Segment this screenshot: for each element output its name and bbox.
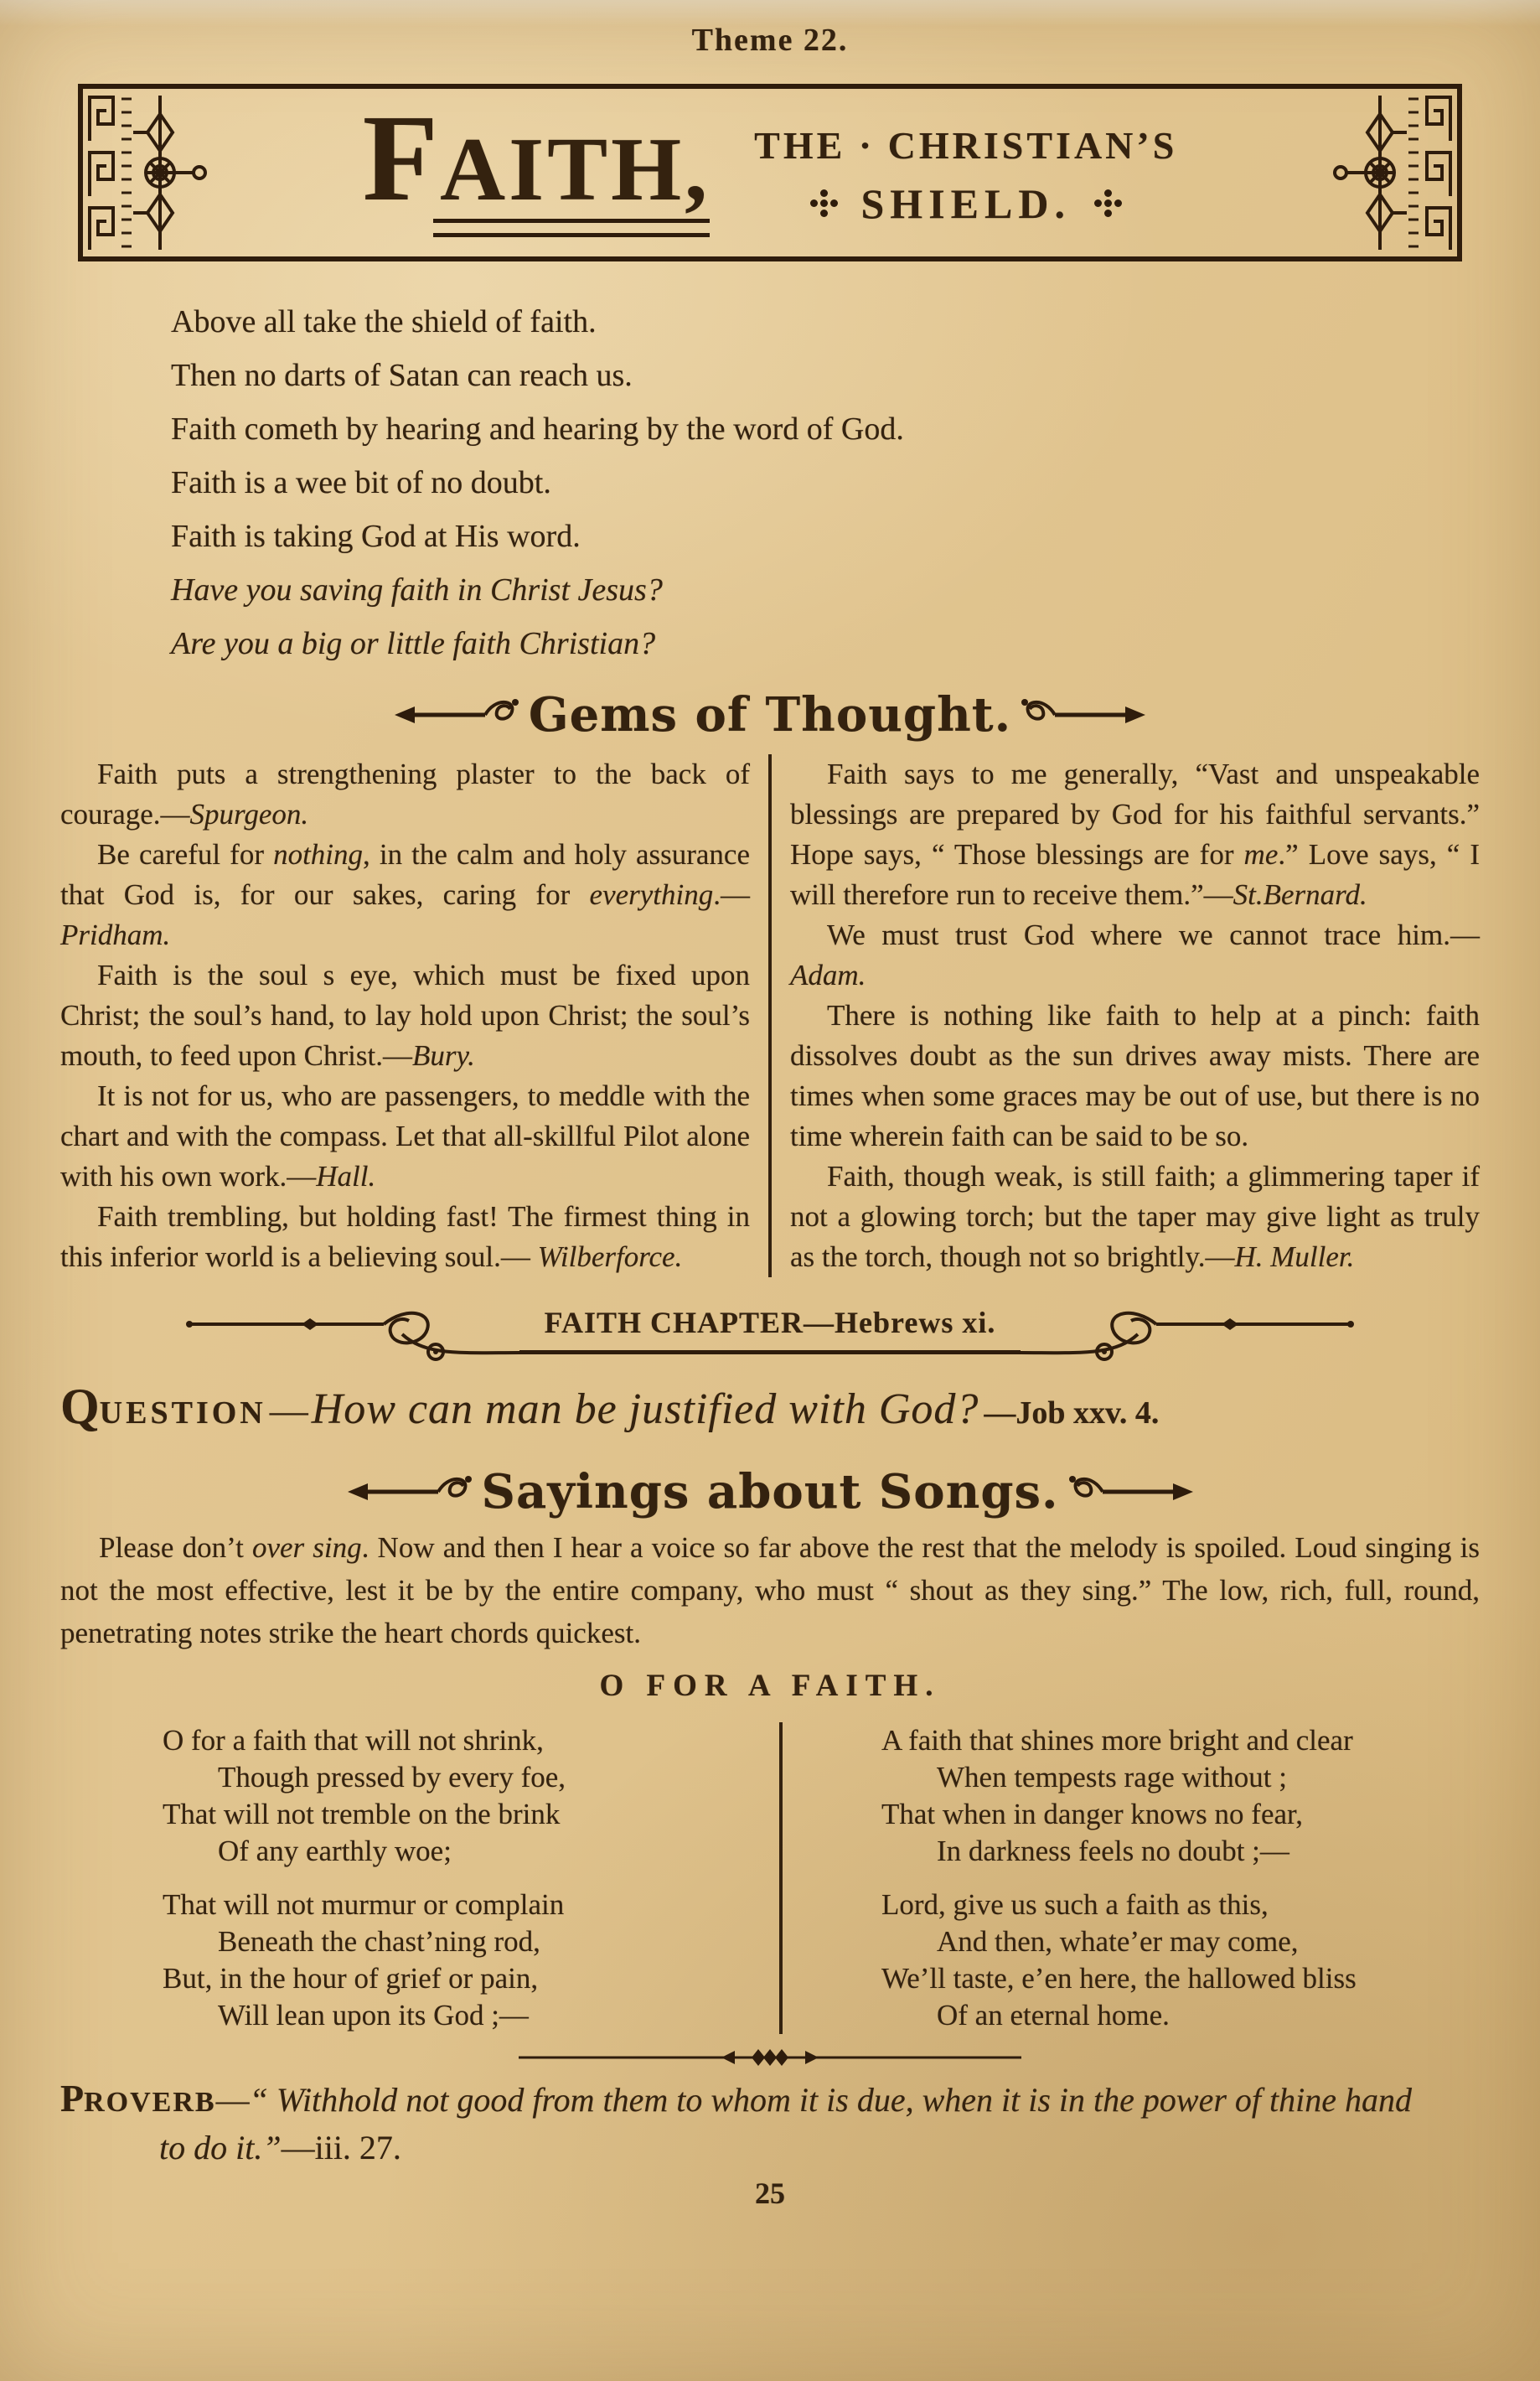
banner-subtitle: [754, 118, 1177, 228]
text-run: —iii. 27.: [281, 2129, 401, 2166]
column-rule: [779, 1722, 783, 2034]
chapter-divider-text: FAITH CHAPTER—Hebrews xi.: [519, 1305, 1021, 1354]
greek-key-ornament-icon: [1331, 91, 1457, 255]
text-line: Though pressed by every foe,: [218, 1761, 566, 1794]
text-run: Wilberforce.: [537, 1240, 683, 1273]
bottom-divider: [60, 2046, 1480, 2069]
double-rule: [433, 219, 710, 237]
proverb: [60, 2076, 1418, 2171]
text-run: Faith puts a strengthening plaster to the back of courage.—: [60, 758, 750, 831]
proverb-label: ROVERB: [84, 2087, 216, 2118]
text-run: everything: [589, 878, 714, 911]
dot-cross-icon: [1104, 199, 1112, 207]
text-run: Faith, though weak, is still faith; a glimmering taper if not a glowing torch; but the taper may give light as truly as the torch, though not so brightly.—: [790, 1160, 1480, 1273]
question-dash: —: [269, 1389, 308, 1431]
text-run: Hall.: [316, 1160, 376, 1193]
text-run: Be careful for: [97, 838, 274, 871]
text-line: That will not murmur or complain: [163, 1888, 565, 1921]
proverb-label-initial: P: [60, 2077, 85, 2120]
text-run: , in the calm and holy assurance that God is, for our sakes, caring for: [60, 838, 750, 911]
text-run: H. Muller.: [1234, 1240, 1355, 1273]
text-line: Lord, give us such a faith as this,: [881, 1888, 1269, 1921]
text-run: Adam.: [790, 959, 866, 991]
songs-paragraph: [60, 1526, 1480, 1654]
theme-number: Theme 22.: [691, 23, 849, 58]
text-run: .—: [713, 878, 750, 911]
text-run: Please don’t: [99, 1531, 252, 1564]
question-text: How can man be justified with God?: [311, 1385, 979, 1433]
flourish-arrow-icon: [346, 1469, 472, 1514]
songs-heading: [60, 1464, 1480, 1519]
poem-title: O FOR A FAITH.: [599, 1669, 941, 1703]
paragraph: [60, 835, 750, 955]
banner-title-block: [209, 90, 1331, 249]
text-run: nothing: [273, 838, 364, 871]
text-line: Faith cometh by hearing and hearing by the word of God.: [171, 411, 904, 447]
paragraph: [60, 1076, 750, 1197]
text-run: It is not for us, who are passengers, to meddle with the chart and with the compass. Let that all-skillful Pilot alone with his own work.—: [60, 1079, 750, 1193]
text-run: .” Love says, “ I will therefore run to receive them.”—: [790, 838, 1480, 911]
text-run: over sing: [251, 1531, 362, 1564]
text-run: . Now and then I hear a voice so far above the rest that the melody is spoiled. Loud singing is not the most effective, lest it be by the entire company, who must “ shout as they sing.” The low, rich, full, round, penetrating notes strike the heart chords quickest.: [60, 1531, 1480, 1649]
text-line: Then no darts of Satan can reach us.: [171, 358, 633, 393]
gems-right-column: [790, 754, 1480, 1277]
faith-title-rest: AITH,: [440, 120, 711, 220]
text-line: Of an eternal home.: [937, 1999, 1170, 2032]
banner-subtitle-line2: [812, 179, 1120, 228]
text-line: We’ll taste, e’en here, the hallowed bliss: [881, 1962, 1357, 1995]
question-reference: —Job xxv. 4.: [984, 1395, 1160, 1431]
paragraph: [60, 754, 750, 835]
text-line: Will lean upon its God ;—: [218, 1999, 529, 2032]
question-label-initial: Q: [60, 1379, 100, 1434]
text-line: When tempests rage without ;: [937, 1761, 1287, 1794]
text-run: Spurgeon.: [189, 798, 309, 831]
title-banner: [78, 84, 1462, 261]
question-line: [60, 1378, 1480, 1436]
text-line: A faith that shines more bright and clear: [881, 1724, 1353, 1757]
paragraph: [790, 996, 1480, 1157]
faith-drop-cap: F: [362, 90, 441, 227]
text-run: Bury.: [411, 1039, 475, 1072]
flourish-arrow-icon: [1021, 692, 1147, 738]
text-line: But, in the hour of grief or pain,: [163, 1962, 539, 1995]
diamond-rule-icon: [510, 2046, 1030, 2069]
text-run: There is nothing like faith to help at a pinch: faith dissolves doubt as the sun drives away mists. There are times when some graces may be out of use, but there is no time wherein faith can be said to be so.: [790, 999, 1480, 1152]
banner-subtitle-line1: THE · CHRISTIAN’S: [754, 123, 1178, 167]
text-run: me: [1243, 838, 1279, 871]
column-rule: [768, 754, 772, 1277]
gems-columns: [60, 754, 1480, 1277]
text-run: Pridham.: [60, 919, 171, 951]
proverb-text: [159, 2081, 1412, 2166]
text-line: Above all take the shield of faith.: [171, 304, 597, 339]
paragraph: [790, 754, 1480, 915]
paragraph: [790, 915, 1480, 996]
text-run: We must trust God where we cannot trace him.—: [827, 919, 1480, 951]
faith-title: [362, 90, 711, 249]
text-line: In darkness feels no doubt ;—: [937, 1835, 1289, 1867]
text-line: Beneath the chast’ning rod,: [218, 1925, 540, 1958]
poem-columns: [60, 1722, 1480, 2034]
text-run: Faith is the soul s eye, which must be fixed upon Christ; the soul’s hand, to lay hold upon Christ; the soul’s mouth, to feed upon Christ.—: [60, 959, 750, 1072]
text-line: Of any earthly woe;: [218, 1835, 452, 1867]
text-line: That will not tremble on the brink: [163, 1798, 561, 1830]
gems-left-column: [60, 754, 750, 1277]
text-line: Have you saving faith in Christ Jesus?: [171, 572, 663, 608]
paragraph: [60, 955, 750, 1076]
poem-left-column: [60, 1722, 761, 2034]
songs-heading-text: Sayings about Songs.: [481, 1464, 1059, 1519]
text-line: That when in danger knows no fear,: [881, 1798, 1304, 1830]
text-line: And then, whate’er may come,: [937, 1925, 1299, 1958]
text-line: Faith is a wee bit of no doubt.: [171, 465, 551, 500]
dot-cross-icon: [820, 199, 828, 207]
question-label: UESTION: [99, 1395, 266, 1431]
text-line: Are you a big or little faith Christian?: [171, 626, 656, 661]
gems-heading-text: Gems of Thought.: [528, 687, 1012, 743]
text-run: Faith says to me generally, “Vast and unspeakable blessings are prepared by God for his faithful servants.” Hope says, “ Those blessings are for: [790, 758, 1480, 871]
scroll-flourish-icon: [1021, 1304, 1356, 1366]
page-number: 25: [755, 2177, 785, 2210]
text-line: Faith is taking God at His word.: [171, 519, 581, 554]
gems-heading: [60, 687, 1480, 743]
chapter-divider: [60, 1304, 1480, 1354]
paragraph: [60, 1197, 750, 1277]
shield-word: SHIELD.: [860, 179, 1071, 227]
flourish-arrow-icon: [1069, 1469, 1195, 1514]
text-run: —: [215, 2081, 250, 2119]
flourish-arrow-icon: [393, 692, 519, 738]
text-run: “ Withhold not good from them to whom it is due, when it is in the power of thine hand to do it.”: [159, 2081, 1412, 2166]
opening-lines: [171, 295, 1480, 670]
poem-right-column: [801, 1722, 1480, 2034]
scroll-flourish-icon: [184, 1304, 519, 1366]
greek-key-ornament-icon: [83, 91, 209, 255]
text-run: St.Bernard.: [1233, 878, 1367, 911]
paragraph: [790, 1157, 1480, 1277]
text-line: O for a faith that will not shrink,: [163, 1724, 544, 1757]
text-run: Faith trembling, but holding fast! The firmest thing in this inferior world is a believing soul.—: [60, 1200, 750, 1273]
